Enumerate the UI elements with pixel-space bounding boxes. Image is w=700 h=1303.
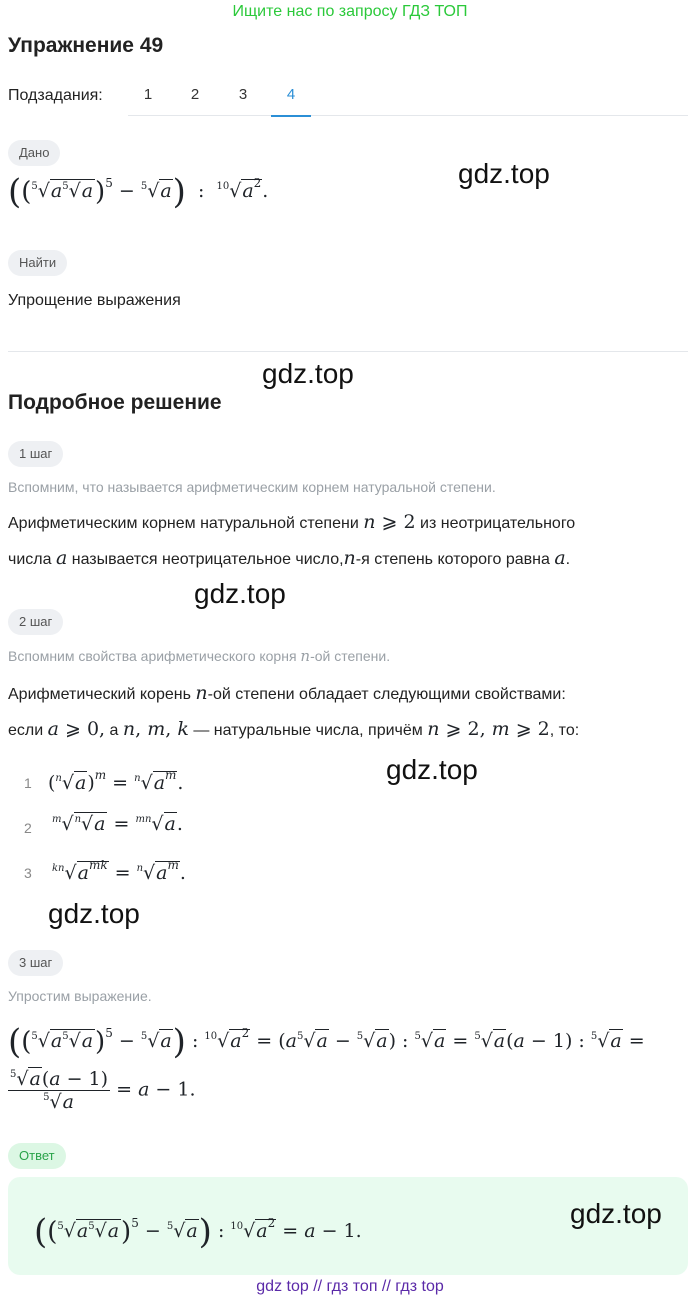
- step1-chip: 1 шаг: [8, 441, 63, 467]
- watermark: gdz.top: [262, 358, 354, 389]
- footer: gdz top // гдз топ // гдз top: [256, 1278, 444, 1295]
- property-number: 3: [24, 865, 32, 881]
- divider: [8, 351, 688, 352]
- page-title: Упражнение 49: [8, 34, 164, 57]
- step3-derivation-line2: $\frac{^5√a(a - 1)}{^5√a}$ = a − 1.: [10, 1068, 196, 1113]
- answer-chip: Ответ: [8, 1143, 66, 1169]
- property-1: $(^n√a)^m = ^n√a^m$.: [48, 768, 184, 794]
- watermark: gdz.top: [570, 1198, 662, 1229]
- property-3: $^{kn}√a^{mk} = ^n√a^m$.: [52, 858, 186, 884]
- subtasks-label: Подзадания:: [8, 87, 103, 104]
- property-number: 1: [24, 775, 32, 791]
- find-chip: Найти: [8, 250, 67, 276]
- watermark: gdz.top: [458, 158, 550, 189]
- watermark: gdz.top: [48, 898, 140, 929]
- solution-title: Подробное решение: [8, 391, 222, 414]
- property-number: 2: [24, 820, 32, 836]
- step2-chip: 2 шаг: [8, 609, 63, 635]
- step2-hint: Вспомним свойства арифметического корня n-ой степени.: [8, 647, 391, 665]
- find-text: Упрощение выражения: [8, 292, 181, 309]
- step2-line1: Арифметический корень n-ой степени обладает следующими свойствами:: [8, 682, 566, 704]
- tab-3[interactable]: 3: [238, 86, 248, 103]
- step2-line2: если a ⩾ 0, а n, m, k — натуральные числа, причём n ⩾ 2, m ⩾ 2, то:: [8, 718, 580, 740]
- subtask-tabs: [128, 78, 688, 116]
- watermark: gdz.top: [386, 754, 478, 785]
- answer-expression: $((^5√a^5√a)^5 - ^5√a)$ : $^{10}√a^2 = a - 1$.: [34, 1212, 362, 1252]
- given-expression: $((^5√a^5√a)^5 - ^5√a)$ : $^{10}√a^2$.: [8, 172, 269, 212]
- step3-derivation-line1: $((^5√a^5√a)^5 - ^5√a)$ : $^{10}√a^2 = (a^5√a - ^5√a)$ : $^5$√a = $^5$√a(a − 1) : $^5$√a =: [8, 1022, 645, 1062]
- step3-chip: 3 шаг: [8, 950, 63, 976]
- given-chip: Дано: [8, 140, 60, 166]
- property-2: $^m$√$^n$√a = $^{mn}$√a.: [52, 813, 183, 835]
- tab-4[interactable]: 4: [271, 86, 311, 103]
- step1-hint: Вспомним, что называется арифметическим корнем натуральной степени.: [8, 479, 496, 495]
- tab-2[interactable]: 2: [190, 86, 200, 103]
- watermark: gdz.top: [194, 578, 286, 609]
- step1-line1: Арифметическим корнем натуральной степени n ⩾ 2 из неотрицательного: [8, 511, 576, 533]
- tab-1[interactable]: 1: [143, 86, 153, 103]
- step1-line2: числа a называется неотрицательное число,n-я степень которого равна a.: [8, 547, 571, 569]
- top-note: Ищите нас по запросу ГДЗ ТОП: [232, 3, 468, 20]
- step3-hint: Упростим выражение.: [8, 988, 152, 1004]
